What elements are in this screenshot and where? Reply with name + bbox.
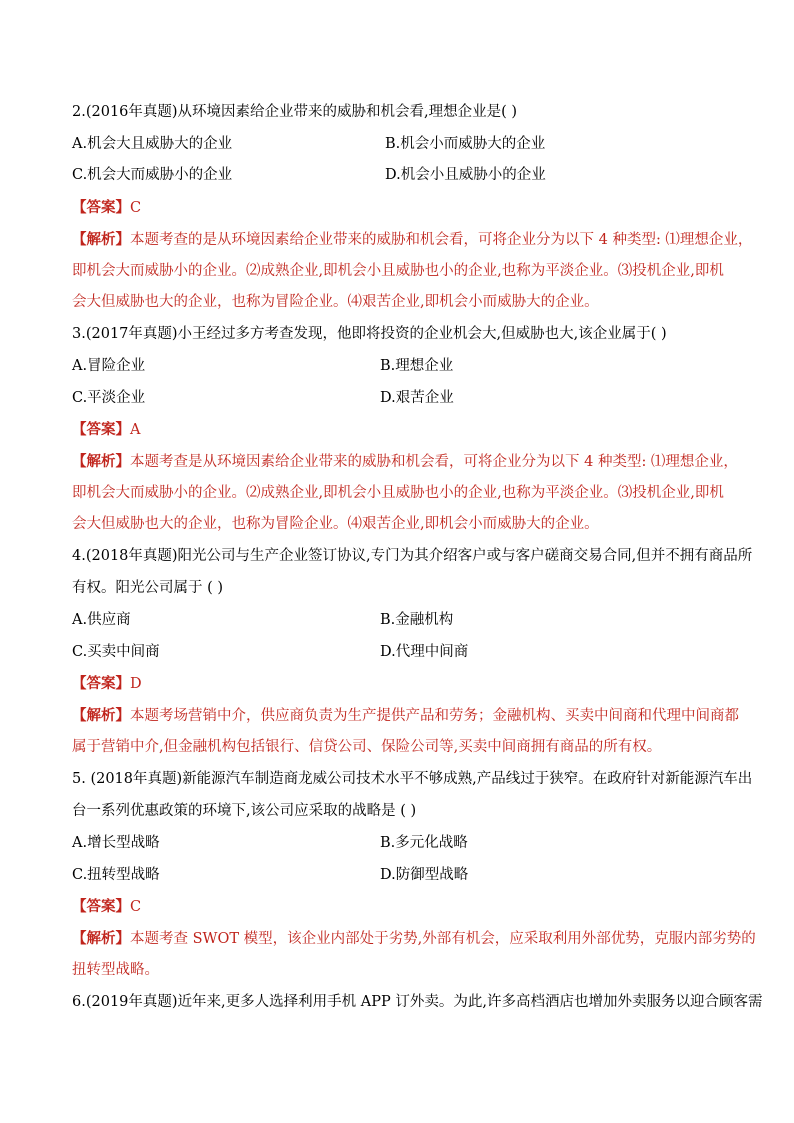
question-5-answer bbox=[72, 897, 141, 917]
answer-value: C bbox=[130, 899, 142, 915]
question-2-option-a: A.机会大且威胁大的企业 bbox=[72, 136, 233, 152]
question-3-explanation-line-1 bbox=[72, 452, 738, 472]
question-4-answer bbox=[72, 674, 142, 694]
question-4-explanation-line-2: 属于营销中介,但金融机构包括银行、信贷公司、保险公司等,买卖中间商拥有商品的所有权。 bbox=[72, 739, 662, 755]
question-2-stem: 2.(2016年真题)从环境因素给企业带来的威胁和机会看,理想企业是( ) bbox=[72, 104, 518, 120]
question-2-answer bbox=[72, 198, 141, 218]
question-3-explanation-line-3: 会大但威胁也大的企业，也称为冒险企业。⑷艰苦企业,即机会小而威胁大的企业。 bbox=[72, 516, 599, 532]
question-5-option-a: A.增长型战略 bbox=[72, 835, 160, 851]
answer-value: C bbox=[130, 200, 142, 216]
explanation-text: 本题考查是从环境因素给企业带来的威胁和机会看，可将企业分为以下 4 种类型: ⑴理想企业， bbox=[130, 454, 738, 470]
question-3-explanation-line-2: 即机会大而威胁小的企业。⑵成熟企业,即机会小且威胁也小的企业,也称为平淡企业。⑶投机企业,即机 bbox=[72, 485, 724, 501]
answer-label: 【答案】 bbox=[72, 675, 130, 692]
explanation-text: 本题考场营销中介，供应商负责为生产提供产品和劳务；金融机构、买卖中间商和代理中间商都 bbox=[130, 708, 739, 724]
question-3-option-a: A.冒险企业 bbox=[72, 358, 146, 374]
question-4-stem-line-1: 4.(2018年真题)阳光公司与生产企业签订协议,专门为其介绍客户或与客户磋商交易合同,但并不拥有商品所 bbox=[72, 548, 753, 564]
question-6-stem: 6.(2019年真题)近年来,更多人选择利用手机 APP 订外卖。为此,许多高档酒店也增加外卖服务以迎合顾客需 bbox=[72, 994, 763, 1010]
question-3-option-d: D.艰苦企业 bbox=[380, 390, 454, 406]
question-5-explanation-line-2: 扭转型战略。 bbox=[72, 962, 159, 978]
question-4-explanation-line-1 bbox=[72, 706, 739, 726]
question-2-option-c: C.机会大而威胁小的企业 bbox=[72, 167, 233, 183]
answer-label: 【答案】 bbox=[72, 421, 130, 438]
explanation-label: 【解析】 bbox=[72, 930, 130, 947]
question-4-option-a: A.供应商 bbox=[72, 612, 131, 628]
answer-value: D bbox=[130, 676, 142, 692]
question-5-option-d: D.防御型战略 bbox=[380, 867, 469, 883]
question-2-explanation-line-3: 会大但威胁也大的企业，也称为冒险企业。⑷艰苦企业,即机会小而威胁大的企业。 bbox=[72, 294, 599, 310]
question-5-explanation-line-1 bbox=[72, 929, 756, 949]
question-5-stem-line-1: 5. (2018年真题)新能源汽车制造商龙威公司技术水平不够成熟,产品线过于狭窄。在政府针对新能源汽车出 bbox=[72, 771, 753, 787]
question-4-option-c: C.买卖中间商 bbox=[72, 644, 160, 660]
question-3-option-c: C.平淡企业 bbox=[72, 390, 146, 406]
answer-label: 【答案】 bbox=[72, 898, 130, 915]
question-3-answer bbox=[72, 420, 140, 440]
question-2-explanation-line-1 bbox=[72, 230, 753, 250]
question-2-option-d: D.机会小且威胁小的企业 bbox=[385, 167, 546, 183]
question-4-stem-line-2: 有权。阳光公司属于 ( ) bbox=[72, 580, 224, 596]
explanation-label: 【解析】 bbox=[72, 453, 130, 470]
question-4-option-d: D.代理中间商 bbox=[380, 644, 469, 660]
question-3-stem: 3.(2017年真题)小王经过多方考查发现，他即将投资的企业机会大,但威胁也大,该企业属于( ) bbox=[72, 326, 667, 342]
answer-value: A bbox=[130, 422, 141, 438]
explanation-text: 本题考查 SWOT 模型，该企业内部处于劣势,外部有机会，应采取利用外部优势，克服内部劣势的 bbox=[130, 931, 756, 947]
question-5-stem-line-2: 台一系列优惠政策的环境下,该公司应采取的战略是 ( ) bbox=[72, 803, 417, 819]
question-2-option-b: B.机会小而威胁大的企业 bbox=[385, 136, 546, 152]
question-4-option-b: B.金融机构 bbox=[380, 612, 454, 628]
question-2-explanation-line-2: 即机会大而威胁小的企业。⑵成熟企业,即机会小且威胁也小的企业,也称为平淡企业。⑶投机企业,即机 bbox=[72, 263, 724, 279]
question-3-option-b: B.理想企业 bbox=[380, 358, 454, 374]
explanation-label: 【解析】 bbox=[72, 231, 130, 248]
question-5-option-c: C.扭转型战略 bbox=[72, 867, 160, 883]
explanation-label: 【解析】 bbox=[72, 707, 130, 724]
question-5-option-b: B.多元化战略 bbox=[380, 835, 468, 851]
explanation-text: 本题考查的是从环境因素给企业带来的威胁和机会看，可将企业分为以下 4 种类型: ⑴理想企业， bbox=[130, 232, 753, 248]
answer-label: 【答案】 bbox=[72, 199, 130, 216]
